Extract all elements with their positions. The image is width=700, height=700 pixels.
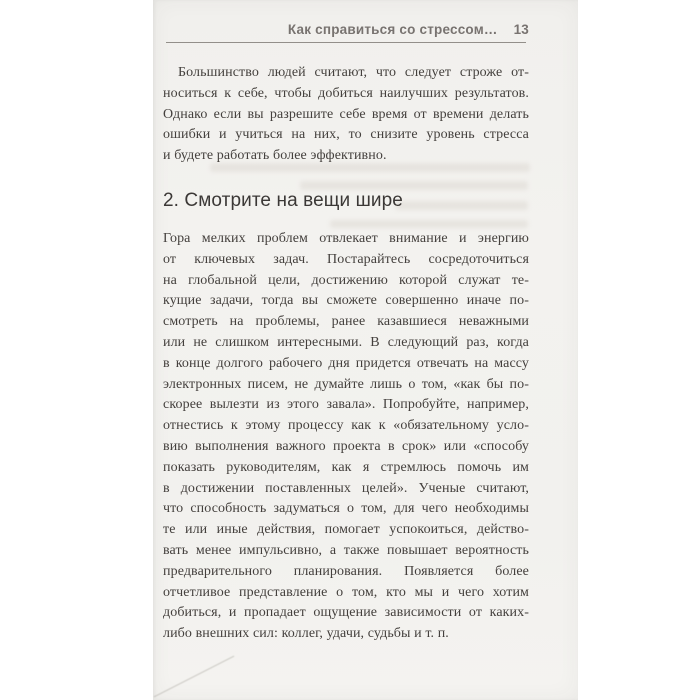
text-line: вать менее импульсивно, а также повышает вероятность	[163, 542, 529, 558]
running-header	[163, 22, 529, 37]
text-line: кущие задачи, тогда вы сможете совершенно иначе по-	[163, 293, 529, 309]
text-line: отчетливое представление о том, кто мы и чего хотим	[163, 584, 529, 600]
text-line: вию выполнения важного проекта в срок» или «способу	[163, 438, 529, 454]
text-line: либо внешних сил: коллег, удачи, судьбы и т. п.	[163, 626, 449, 642]
text-line: скорее вылезти из этого завала». Попробуйте, например,	[163, 397, 529, 413]
text-line: что способность задуматься о том, для чего необходимы	[163, 501, 529, 517]
page-number: 13	[513, 22, 529, 37]
text-line: электронных писем, не думайте лишь о том, «как бы по-	[163, 376, 529, 392]
running-title: Как справиться со стрессом…	[287, 22, 498, 37]
text-line: и будете работать более эффективно.	[163, 148, 387, 164]
book-page-scan	[153, 0, 578, 700]
text-line: отнестись к этому процессу как к «обязательному усло-	[163, 418, 529, 434]
text-line: предварительного планирования. Появляется более	[163, 563, 529, 579]
section-heading: 2. Смотрите на вещи шире	[163, 190, 403, 211]
header-rule	[166, 42, 526, 43]
text-line: в достижении поставленных целей». Ученые считают,	[163, 480, 529, 496]
text-line: в конце долгого рабочего дня придется отвечать на массу	[163, 355, 529, 371]
paragraph	[163, 63, 529, 167]
text-line: носиться к себе, чтобы добиться наилучших результатов.	[163, 85, 529, 101]
text-line: добиться, и пропадает ощущение зависимости от каких-	[163, 605, 529, 621]
text-line: от ключевых задач. Постарайтесь сосредоточиться	[163, 251, 529, 267]
text-line: или не слишком интересными. В следующий раз, когда	[163, 334, 529, 350]
text-line: ошибки и учиться на них, то снизите уровень стресса	[163, 127, 529, 143]
text-line: те или иные действия, помогает успокоиться, действо-	[163, 522, 529, 538]
text-line: Однако если вы разрешите себе время от времени делать	[163, 106, 529, 122]
text-line: показать руководителям, как я стремлюсь помочь им	[163, 459, 529, 475]
text-line: смотреть на проблемы, ранее казавшиеся неважными	[163, 314, 529, 330]
page-content	[163, 0, 529, 700]
paragraph	[163, 229, 529, 645]
text-line: Гора мелких проблем отвлекает внимание и энергию	[163, 231, 529, 246]
text-line: на глобальной цели, достижению которой служат те-	[163, 272, 529, 288]
text-line: Большинство людей считают, что следует строже от-	[178, 65, 529, 80]
